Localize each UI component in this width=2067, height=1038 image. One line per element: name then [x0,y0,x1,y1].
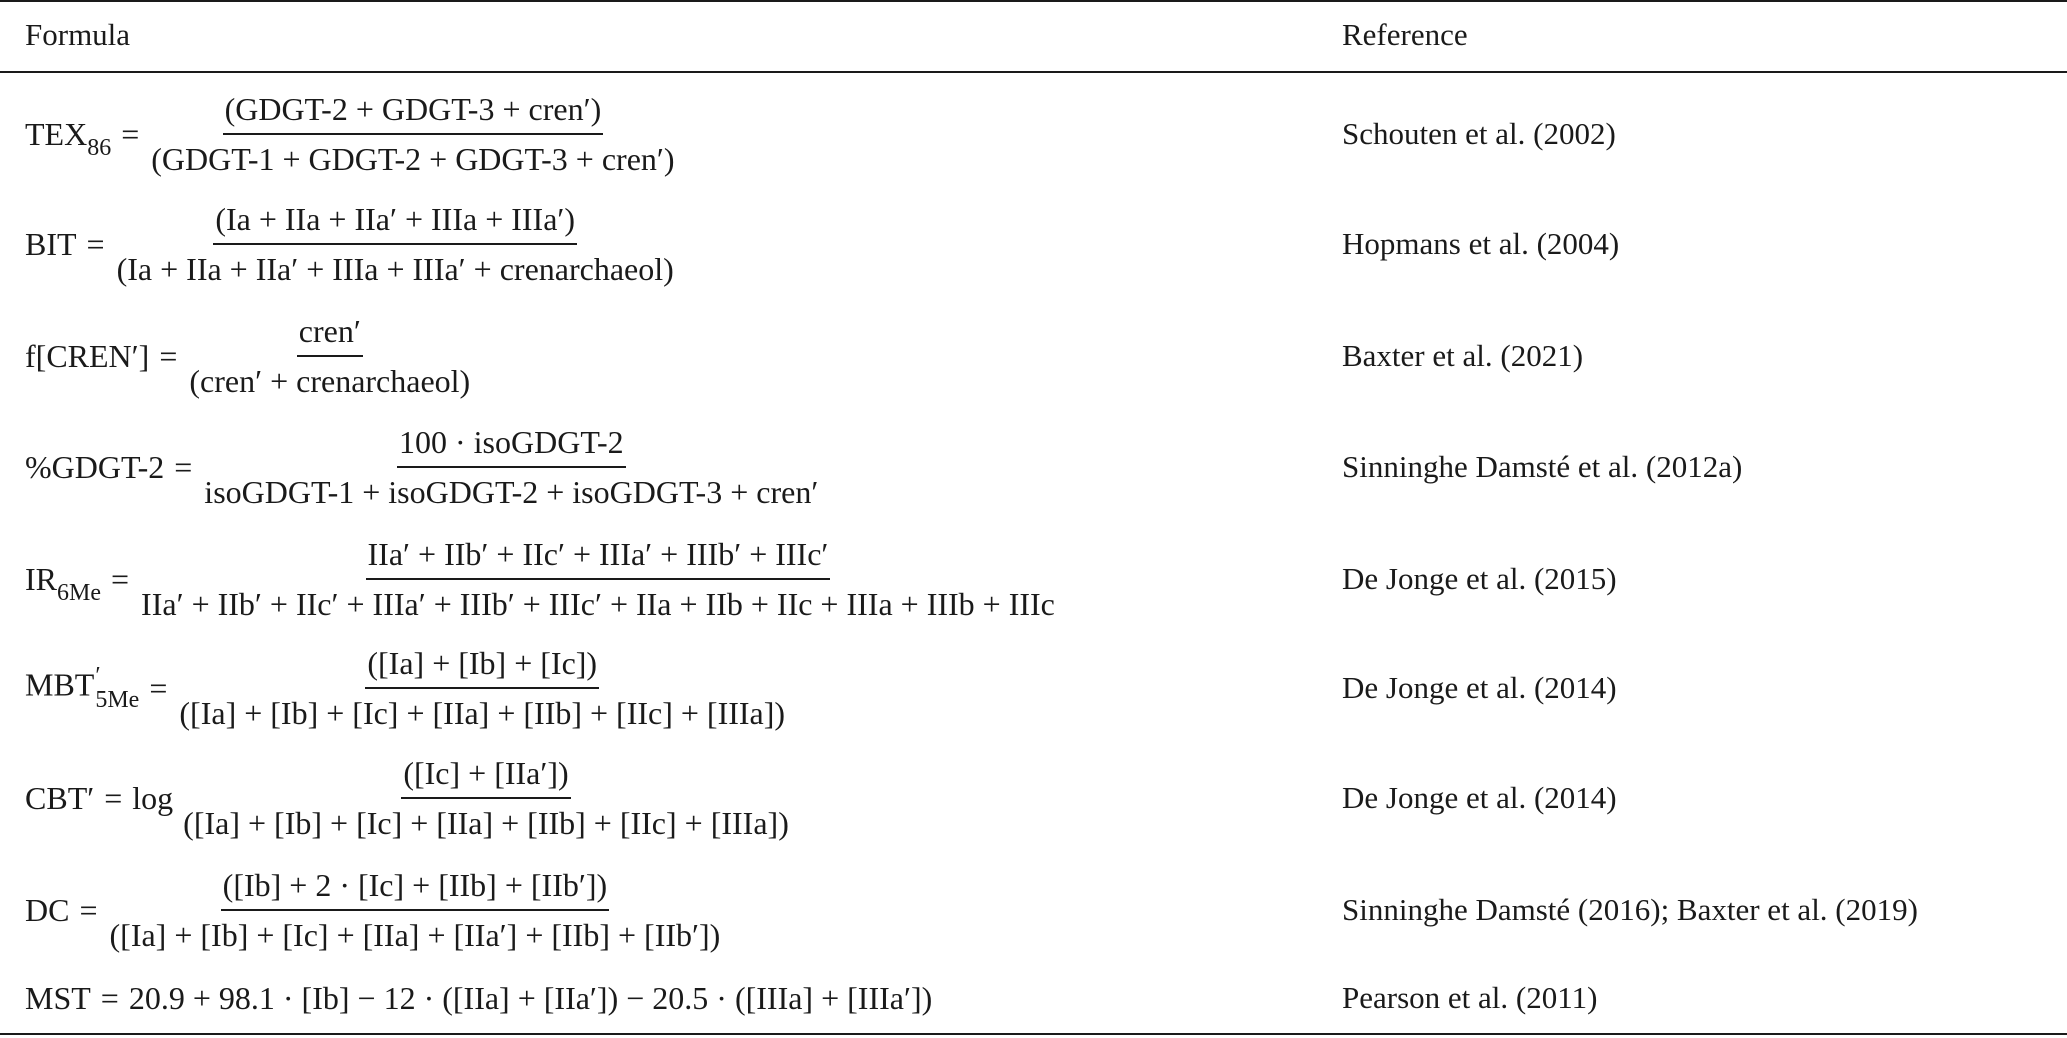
lhs-subscript: 6Me [57,579,101,606]
equals-sign: = [174,448,193,485]
table-row [0,634,2067,742]
denominator: (Ia + IIa + IIa′ + IIIa + IIIa′ + crenarchaeol) [116,251,674,287]
formula-tex86 [25,80,677,188]
log-operator: log [132,779,174,816]
fraction [115,195,676,293]
numerator: ([Ia] + [Ib] + [Ic]) [365,639,599,689]
formula-lhs: f[CREN′] [25,337,150,374]
formula-ir6me [25,524,1057,634]
table-row [0,524,2067,634]
table-row [0,80,2067,188]
numerator: 100 · isoGDGT-2 [397,418,626,468]
reference-cell: Baxter et al. (2021) [1342,338,1584,373]
formula-dc [25,855,722,965]
fraction [202,418,820,516]
table-top-rule [0,0,2067,2]
table-bottom-rule [0,1033,2067,1035]
lhs-subscript: 86 [87,134,112,161]
table-row [0,302,2067,410]
table-row [0,855,2067,965]
equals-sign: = [79,891,98,928]
denominator: isoGDGT-1 + isoGDGT-2 + isoGDGT-3 + cren′ [204,474,819,510]
formula-lhs: BIT [25,225,77,262]
numerator: IIa′ + IIb′ + IIc′ + IIIa′ + IIIb′ + IIIc′ [366,530,831,580]
lhs-text: MBT [25,666,95,703]
expression: 20.9 + 98.1 · [Ib] − 12 · ([IIa] + [IIa′]) − 20.5 · ([IIIa] + [IIIa′]) [128,979,933,1016]
fraction [187,307,472,405]
equals-sign: = [121,115,140,152]
equals-sign: = [104,779,123,816]
table-row [0,413,2067,521]
lhs-superscript: ′ [95,663,101,689]
lhs-text: TEX [25,115,88,152]
equals-sign: = [86,225,105,262]
reference-cell: Schouten et al. (2002) [1342,116,1616,151]
reference-cell: Sinninghe Damsté (2016); Baxter et al. (2019) [1342,892,1918,927]
numerator: ([Ib] + 2 · [Ic] + [IIb] + [IIb′]) [221,861,610,911]
reference-cell: De Jonge et al. (2015) [1342,561,1617,596]
equals-sign: = [111,560,130,597]
fraction [108,861,723,959]
numerator: cren′ [297,307,363,357]
formula-mst [25,970,932,1026]
formula-bit [25,190,676,298]
numerator: (GDGT-2 + GDGT-3 + cren′) [223,85,604,135]
fraction [181,749,791,847]
denominator: (cren′ + crenarchaeol) [189,363,471,399]
equals-sign: = [149,669,168,706]
denominator: ([Ia] + [Ib] + [Ic] + [IIa] + [IIb] + [IIc] + [IIIa]) [179,695,786,731]
equals-sign: = [100,979,119,1016]
reference-cell: Pearson et al. (2011) [1342,980,1598,1015]
reference-cell: De Jonge et al. (2014) [1342,670,1617,705]
reference-cell: De Jonge et al. (2014) [1342,780,1617,815]
lhs-subscript: 5Me [95,687,140,713]
fraction [177,639,787,737]
reference-cell: Hopmans et al. (2004) [1342,226,1620,261]
formula-lhs [25,664,139,712]
formula-mbt5me [25,634,787,742]
numerator: ([Ic] + [IIa′]) [401,749,570,799]
lhs-text: IR [25,560,57,597]
table-header-rule [0,71,2067,73]
reference-cell: Sinninghe Damsté et al. (2012a) [1342,449,1743,484]
denominator: IIa′ + IIb′ + IIc′ + IIIa′ + IIIb′ + IIIc′ + IIa + IIb + IIc + IIIa + IIIb + IIIc [141,586,1055,622]
lhs-scripts [95,664,139,712]
column-header-reference: Reference [1342,17,1468,52]
fraction [149,85,676,183]
formula-lhs: DC [25,891,70,928]
numerator: (Ia + IIa + IIa′ + IIIa + IIIa′) [213,195,577,245]
formula-lhs: %GDGT-2 [25,448,165,485]
formula-lhs: MST [25,979,91,1016]
formula-lhs: CBT′ [25,779,95,816]
denominator: ([Ia] + [Ib] + [Ic] + [IIa] + [IIa′] + [IIb] + [IIb′]) [109,917,721,953]
equals-sign: = [159,337,178,374]
formula-pct-gdgt2 [25,413,820,521]
table-row [0,743,2067,853]
formula-fcren [25,302,472,410]
fraction [139,530,1057,628]
formula-cbt [25,743,791,853]
denominator: (GDGT-1 + GDGT-2 + GDGT-3 + cren′) [151,141,675,177]
denominator: ([Ia] + [Ib] + [Ic] + [IIa] + [IIb] + [IIc] + [IIIa]) [183,805,789,841]
column-header-formula: Formula [25,17,131,52]
table-row [0,970,2067,1026]
formula-lhs [25,560,101,606]
table-row [0,190,2067,298]
formula-lhs [25,115,112,161]
